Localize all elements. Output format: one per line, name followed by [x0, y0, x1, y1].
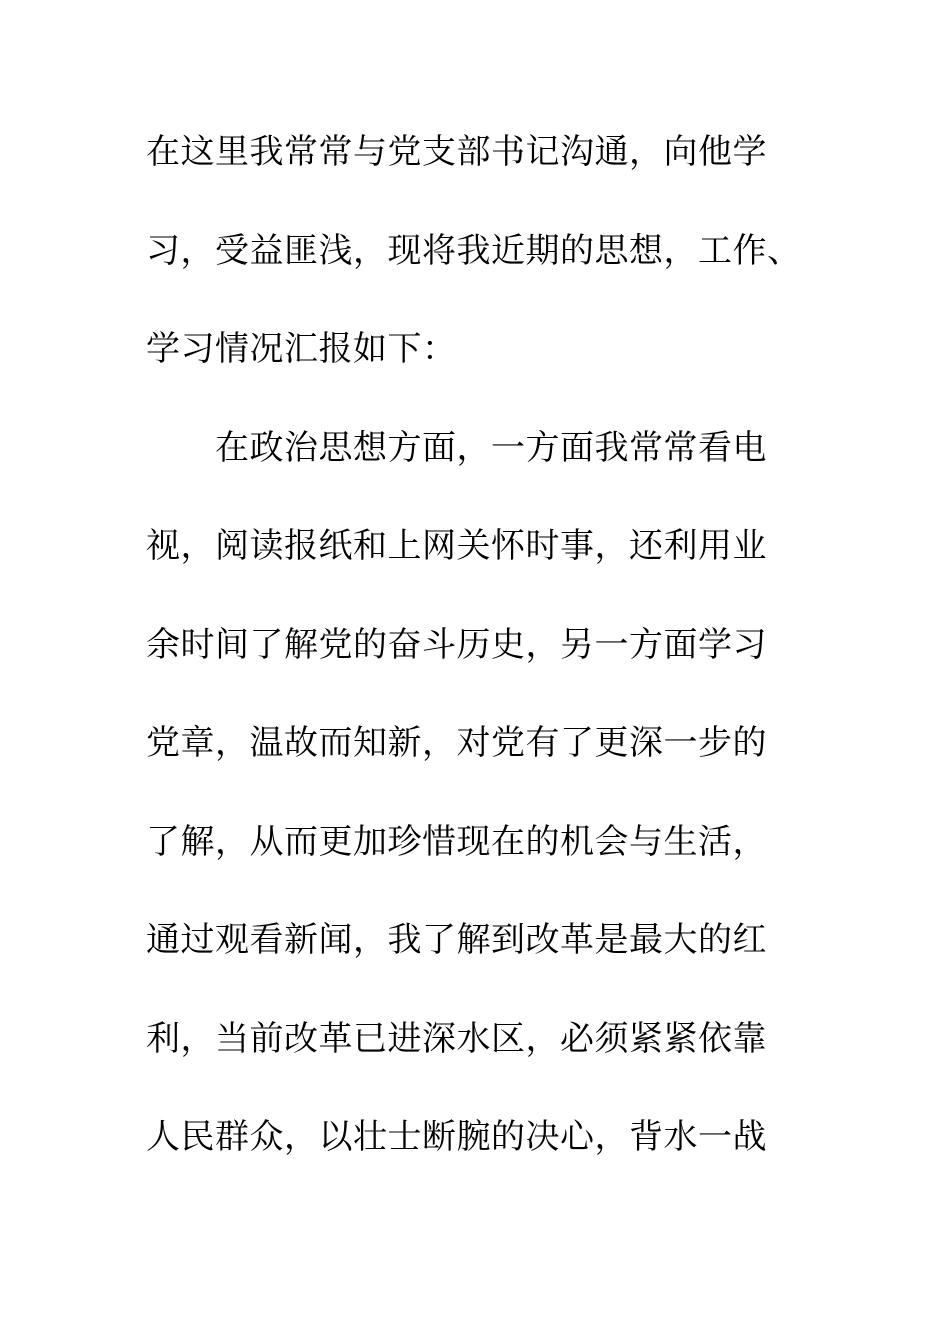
text-line: 余时间了解党的奋斗历史，另一方面学习 — [146, 624, 767, 665]
text-line: 习，受益匪浅，现将我近期的思想，工作、 — [146, 230, 802, 271]
text-line: 了解，从而更加珍惜现在的机会与生活， — [146, 821, 767, 862]
text-line: 学习情况汇报如下： — [146, 329, 457, 369]
text-line: 在这里我常常与党支部书记沟通，向他学 — [146, 132, 767, 172]
text-line: 利，当前改革已进深水区，必须紧紧依靠 — [146, 1018, 767, 1059]
text-line: 在政治思想方面，一方面我常常看电 — [146, 427, 767, 468]
text-line: 党章，温故而知新，对党有了更深一步的 — [146, 723, 767, 763]
text-line: 人民群众，以壮士断腕的决心，背水一战 — [146, 1117, 767, 1157]
text-line: 通过观看新闻，我了解到改革是最大的红 — [146, 920, 767, 960]
body-text — [146, 127, 826, 1211]
text-line: 视，阅读报纸和上网关怀时事，还利用业 — [146, 526, 767, 566]
